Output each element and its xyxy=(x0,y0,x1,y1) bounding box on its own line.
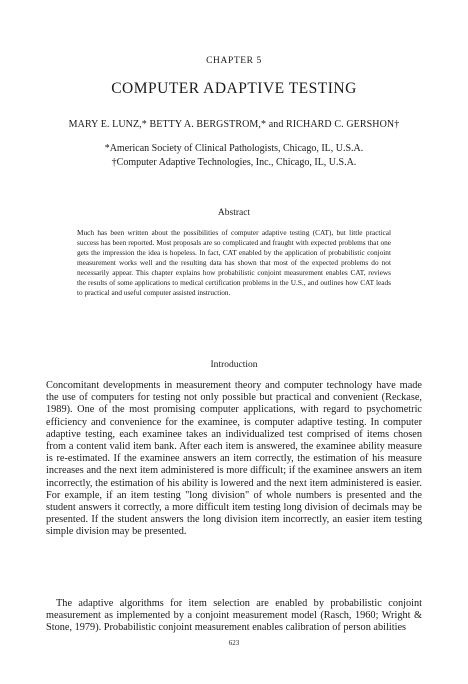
chapter-title: COMPUTER ADAPTIVE TESTING xyxy=(111,80,357,97)
abstract-heading: Abstract xyxy=(217,208,251,218)
introduction-heading: Introduction xyxy=(210,360,258,370)
chapter-label: CHAPTER 5 xyxy=(206,56,262,66)
affiliation-1: *American Society of Clinical Pathologists, Chicago, IL, U.S.A. xyxy=(104,143,364,154)
abstract-text: Much has been written about the possibilities of computer adaptive testing (CAT), but little practical success has been reported. Most proposals are so complicated and fraught with expected problems that one gets the impression the idea is hopeless. In fact, CAT enabled by the application of probabilistic conjoint measurement works well and the resulting data has shown that most of the expected problems do not necessarily appear. This chapter explains how probabilistic conjoint measurement enables CAT, reviews the results of some applications to medical certification problems in the U.S., and outlines how CAT leads to practical and useful computer assisted instruction. xyxy=(77,228,391,297)
author-line: MARY E. LUNZ,* BETTY A. BERGSTROM,* and RICHARD C. GERSHON† xyxy=(68,119,400,130)
affiliation-2: †Computer Adaptive Technologies, Inc., Chicago, IL, U.S.A. xyxy=(111,157,357,168)
page-number: 623 xyxy=(228,639,240,647)
intro-paragraph-1: Concomitant developments in measurement theory and computer technology have made the use of computers for testing not only possible but practical and convenient (Reckase, 1989). One of the most promising computer applications, with regard to psychometric efficiency and convenience for the examinee, is computer adaptive testing. In computer adaptive testing, each examinee takes an individualized test comprised of items chosen from a content valid item bank. After each item is answered, the examinee ability measure is re-estimated. If the examinee answers an item correctly, the estimation of his measure increases and the next item administered is more difficult; if the examinee answers an item incorrectly, the estimation of his ability is lowered and the next item administered is easier. For example, if an item testing "long division" of whole numbers is presented and the student answers it correctly, a more difficult item testing long division of decimals may be presented. If the student answers the long division item incorrectly, an easier item testing simple division may be presented. xyxy=(46,380,422,538)
intro-paragraph-2: The adaptive algorithms for item selection are enabled by probabilistic conjoint measurement as implemented by a conjoint measurement model (Rasch, 1960; Wright & Stone, 1979). Probabilistic conjoint measurement enables calibration of person abilities xyxy=(46,598,422,634)
